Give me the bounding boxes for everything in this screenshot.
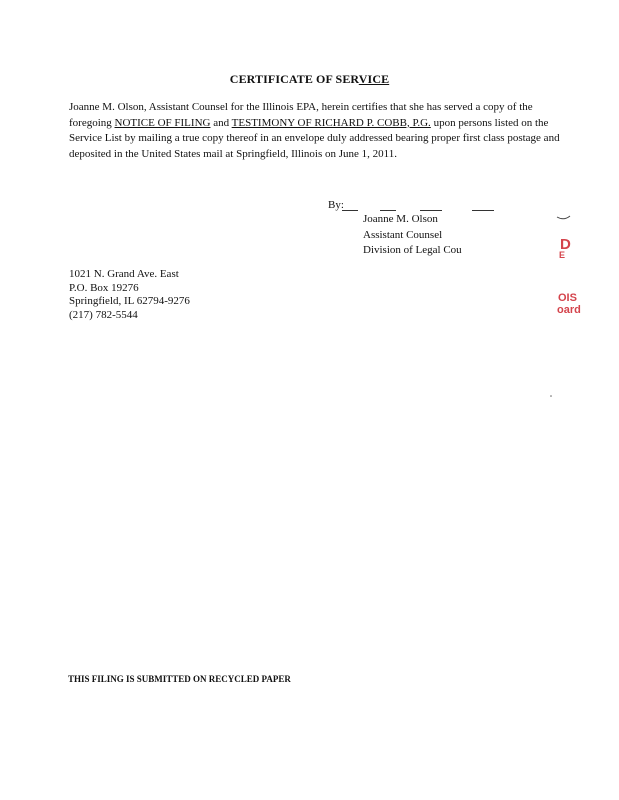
notice-of-filing-reference: NOTICE OF FILING	[114, 116, 211, 129]
paragraph-part-2: and	[210, 116, 232, 129]
paragraph-part-3: upon persons listed on the Service List by mailing a true copy thereof in an envelope duly addressed bearing proper first class postage and deposited in the United States mail at Springfield, Illinois on June 1, 2011.	[69, 116, 560, 160]
stamp-fragment-2: E	[559, 250, 566, 260]
signature-line-segment	[342, 210, 358, 211]
document-title	[0, 72, 619, 87]
signature-line-segment	[380, 210, 396, 211]
signer-name: Joanne M. Olson	[363, 213, 438, 225]
title-prefix: CERTIFICATE OF SER	[229, 72, 359, 86]
stamp-fragment-3: OIS	[558, 292, 577, 304]
paragraph-part-1: Joanne M. Olson, Assistant Counsel for the Illinois EPA, herein certifies that she has served a copy of the foregoing	[69, 101, 533, 129]
address-street: 1021 N. Grand Ave. East	[69, 268, 179, 280]
scan-artifact-dot	[549, 394, 553, 398]
certification-paragraph	[69, 100, 569, 162]
signer-division: Division of Legal Cou	[363, 244, 462, 256]
recycled-paper-footer: THIS FILING IS SUBMITTED ON RECYCLED PAPER	[68, 674, 291, 684]
signature-line-segment	[420, 210, 442, 211]
address-phone: (217) 782-5544	[69, 308, 138, 321]
address-block	[69, 268, 190, 322]
address-city: Springfield, IL 62794-9276	[69, 295, 190, 307]
signature-by-label: By:	[328, 199, 344, 211]
signature-block	[363, 212, 462, 259]
stamp-fragment-1: D	[560, 236, 571, 253]
testimony-reference: TESTIMONY OF RICHARD P. COBB, P.G.	[231, 116, 431, 129]
address-po-box: P.O. Box 19276	[69, 281, 139, 294]
stamp-fragment-4: oard	[557, 304, 581, 316]
scan-artifact-mark	[556, 212, 572, 222]
signer-role: Assistant Counsel	[363, 228, 443, 241]
signature-line-segment	[472, 210, 494, 211]
title-underlined: VICE	[358, 72, 390, 86]
